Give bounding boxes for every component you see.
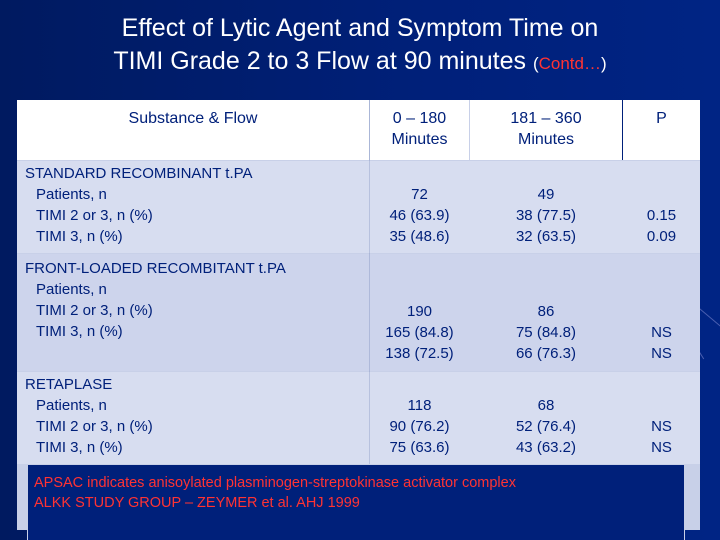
cell-value: 90 (76.2) [389, 418, 450, 435]
p-value: 0.09 [646, 228, 677, 245]
cell-value: 165 (84.8) [385, 324, 454, 341]
cell-value: 75 (84.8) [515, 324, 577, 341]
row-label: Patients, n [36, 186, 107, 203]
row-label: Patients, n [36, 397, 107, 414]
cell-value: 35 (48.6) [389, 228, 450, 245]
p-value: NS [651, 418, 672, 435]
header-substance-label: Substance & Flow [128, 110, 258, 127]
p-value: NS [651, 439, 672, 456]
cell-value: 52 (76.4) [515, 418, 577, 435]
footnote-box [27, 464, 685, 540]
column-divider [622, 100, 623, 160]
header-col1-line2: Minutes [391, 131, 448, 148]
cell-value: 190 [406, 303, 433, 320]
header-col-0-180 [370, 100, 469, 160]
title-paren-close: ) [601, 54, 607, 73]
cell-value: 49 [537, 186, 555, 203]
header-col2-line1: 181 – 360 [510, 110, 582, 127]
footnote-line-2: ALKK STUDY GROUP – ZEYMER et al. AHJ 1999 [34, 495, 360, 511]
cell-value: 38 (77.5) [515, 207, 577, 224]
header-substance [17, 100, 369, 160]
cell-value: 86 [537, 303, 555, 320]
slide-title [0, 12, 720, 80]
header-col-181-360 [470, 100, 622, 160]
group-name-retaplase: RETAPLASE [25, 376, 113, 393]
cell-value: 32 (63.5) [515, 228, 577, 245]
cell-value: 66 (76.3) [515, 345, 577, 362]
cell-value: 46 (63.9) [389, 207, 450, 224]
group-name-front-loaded: FRONT-LOADED RECOMBITANT t.PA [25, 260, 286, 277]
header-col2-line2: Minutes [517, 131, 575, 148]
row-label: TIMI 2 or 3, n (%) [36, 207, 153, 224]
cell-value: 43 (63.2) [515, 439, 577, 456]
row-label: TIMI 3, n (%) [36, 323, 123, 340]
cell-value: 138 (72.5) [385, 345, 454, 362]
row-label: TIMI 3, n (%) [36, 439, 123, 456]
header-p [623, 100, 700, 160]
title-paren-open: ( [532, 54, 539, 73]
row-label: TIMI 2 or 3, n (%) [36, 302, 153, 319]
cell-value: 75 (63.6) [389, 439, 450, 456]
cell-value: 72 [411, 186, 428, 203]
title-line-1: Effect of Lytic Agent and Symptom Time on [121, 14, 599, 42]
group-name-standard: STANDARD RECOMBINANT t.PA [25, 165, 253, 182]
row-label: TIMI 3, n (%) [36, 228, 123, 245]
title-line-2 [0, 45, 720, 80]
footnote-line-1: APSAC indicates anisoylated plasminogen-streptokinase activator complex [34, 475, 516, 491]
header-col1-line1: 0 – 180 [392, 110, 447, 127]
title-line-2-main: TIMI Grade 2 to 3 Flow at 90 minutes [113, 47, 533, 75]
p-value: NS [651, 324, 672, 341]
header-p-label: P [656, 110, 667, 127]
cell-value: 118 [407, 397, 432, 414]
title-contd: Contd… [538, 54, 601, 73]
row-label: TIMI 2 or 3, n (%) [36, 418, 153, 435]
cell-value: 68 [537, 397, 555, 414]
p-value: NS [651, 345, 672, 362]
p-value: 0.15 [646, 207, 677, 224]
row-label: Patients, n [36, 281, 107, 298]
